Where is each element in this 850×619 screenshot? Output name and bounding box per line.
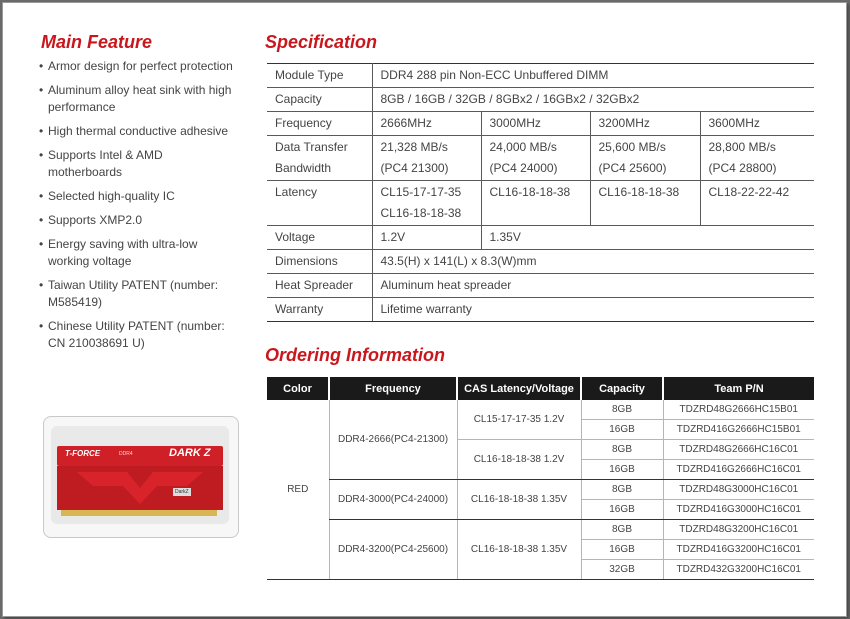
cas-cell: CL16-18-18-38 1.2V: [457, 440, 581, 480]
part-number-cell: TDZRD416G2666HC16C01: [663, 460, 814, 480]
table-row: [267, 250, 814, 274]
value-line: 28,800 MB/s: [708, 140, 776, 154]
capacity-cell: 8GB: [581, 440, 663, 460]
ordering-title: Ordering Information: [265, 345, 445, 365]
table-row: [267, 480, 814, 500]
spec-label: Dimensions: [267, 250, 372, 274]
color-cell: RED: [267, 400, 329, 580]
main-feature-title: Main Feature: [41, 32, 153, 52]
datasheet-page: [2, 2, 847, 617]
list-item: • Chinese Utility PATENT (number: CN 210038691 U): [39, 319, 225, 350]
feature-text: Energy saving with ultra-low working voltage: [48, 237, 198, 268]
value-line: CL15-17-17-35: [380, 185, 462, 199]
spec-value: Lifetime warranty: [372, 298, 814, 322]
table-row: [267, 520, 814, 540]
spec-label: Latency: [267, 181, 372, 226]
cas-cell: CL15-17-17-35 1.2V: [457, 400, 581, 440]
spec-value: 3200MHz: [590, 112, 700, 136]
feature-list: [39, 58, 239, 359]
capacity-cell: 16GB: [581, 540, 663, 560]
spec-value: 8GB / 16GB / 32GB / 8GBx2 / 16GBx2 / 32GBx2: [372, 88, 814, 112]
list-item: • Aluminum alloy heat sink with high performance: [39, 83, 232, 114]
feature-text: Aluminum alloy heat sink with high performance: [48, 83, 232, 114]
list-item: • Energy saving with ultra-low working voltage: [39, 237, 198, 268]
ram-package: [51, 426, 229, 524]
column-header: Team P/N: [663, 377, 814, 400]
capacity-cell: 8GB: [581, 400, 663, 420]
part-number-cell: TDZRD416G3200HC16C01: [663, 540, 814, 560]
spec-label: Frequency: [267, 112, 372, 136]
value-line: (PC4 25600): [598, 161, 667, 175]
part-number-cell: TDZRD48G2666HC15B01: [663, 400, 814, 420]
feature-text: Supports Intel & AMD motherboards: [48, 148, 163, 179]
specification-table: [267, 63, 814, 322]
feature-text: Taiwan Utility PATENT (number: M585419): [48, 278, 219, 309]
ordering-table: [267, 377, 814, 580]
value-line: (PC4 28800): [708, 161, 777, 175]
spec-value: CL16-18-18-38: [481, 181, 590, 226]
value-line: (PC4 21300): [380, 161, 449, 175]
table-row: [267, 136, 814, 181]
frequency-cell: DDR4-2666(PC4-21300): [329, 400, 457, 480]
label-line: Bandwidth: [275, 161, 332, 175]
table-row: [267, 64, 814, 88]
list-item: • Supports XMP2.0: [39, 213, 143, 227]
part-number-cell: TDZRD432G3200HC16C01: [663, 560, 814, 580]
spec-label: Voltage: [267, 226, 372, 250]
feature-text: Armor design for perfect protection: [48, 59, 233, 73]
spec-value: Aluminum heat spreader: [372, 274, 814, 298]
value-line: CL16-18-18-38: [380, 206, 462, 220]
spec-label: [267, 136, 372, 181]
spec-value: 43.5(H) x 141(L) x 8.3(W)mm: [372, 250, 814, 274]
label-line: Data Transfer: [275, 140, 348, 154]
ram-label: DarkZ: [175, 489, 189, 495]
ram-gold-contacts: [61, 510, 217, 516]
capacity-cell: 32GB: [581, 560, 663, 580]
ram-subtitle: DDR4: [119, 451, 133, 457]
spec-label: Module Type: [267, 64, 372, 88]
cas-cell: CL16-18-18-38 1.35V: [457, 520, 581, 580]
spec-value: [372, 136, 481, 181]
value-line: 24,000 MB/s: [489, 140, 557, 154]
capacity-cell: 8GB: [581, 480, 663, 500]
list-item: • Taiwan Utility PATENT (number: M585419): [39, 278, 219, 309]
spec-value: 1.35V: [481, 226, 814, 250]
part-number-cell: TDZRD416G3000HC16C01: [663, 500, 814, 520]
column-header: Capacity: [581, 377, 663, 400]
capacity-cell: 16GB: [581, 500, 663, 520]
list-item: • Armor design for perfect protection: [39, 59, 233, 73]
spec-value: CL16-18-18-38: [590, 181, 700, 226]
part-number-cell: TDZRD416G2666HC15B01: [663, 420, 814, 440]
column-header: Frequency: [329, 377, 457, 400]
frequency-cell: DDR4-3000(PC4-24000): [329, 480, 457, 520]
value-line: 21,328 MB/s: [380, 140, 448, 154]
capacity-cell: 16GB: [581, 420, 663, 440]
table-row: [267, 400, 814, 420]
table-row: [267, 226, 814, 250]
feature-text: High thermal conductive adhesive: [48, 124, 229, 138]
column-header: CAS Latency/Voltage: [457, 377, 581, 400]
darkz-logo: DARK Z: [169, 447, 211, 459]
spec-value: [481, 136, 590, 181]
spec-value: 1.2V: [372, 226, 481, 250]
tforce-logo: T-FORCE: [65, 449, 101, 458]
feature-text: Supports XMP2.0: [48, 213, 143, 227]
frequency-cell: DDR4-3200(PC4-25600): [329, 520, 457, 580]
table-row: [267, 88, 814, 112]
table-header-row: [267, 377, 814, 400]
capacity-cell: 8GB: [581, 520, 663, 540]
spec-value: 3000MHz: [481, 112, 590, 136]
feature-text: Chinese Utility PATENT (number: CN 210038691 U): [48, 319, 225, 350]
spec-value: [700, 136, 814, 181]
spec-value: CL18-22-22-42: [700, 181, 814, 226]
part-number-cell: TDZRD48G3000HC16C01: [663, 480, 814, 500]
specification-title: Specification: [265, 32, 378, 52]
spec-label: Capacity: [267, 88, 372, 112]
column-header: Color: [267, 377, 329, 400]
table-row: [267, 274, 814, 298]
list-item: • High thermal conductive adhesive: [39, 124, 229, 138]
table-row: [267, 112, 814, 136]
ram-heatspreader-body: [57, 466, 223, 510]
list-item: • Selected high-quality IC: [39, 189, 175, 203]
spec-label: Heat Spreader: [267, 274, 372, 298]
spec-value: DDR4 288 pin Non-ECC Unbuffered DIMM: [372, 64, 814, 88]
spec-value: 3600MHz: [700, 112, 814, 136]
ram-armor-pattern: [57, 466, 223, 510]
spec-label: Warranty: [267, 298, 372, 322]
cas-cell: CL16-18-18-38 1.35V: [457, 480, 581, 520]
table-row: [267, 298, 814, 322]
capacity-cell: 16GB: [581, 460, 663, 480]
list-item: • Supports Intel & AMD motherboards: [39, 148, 163, 179]
table-row: [267, 181, 814, 226]
spec-value: [372, 181, 481, 226]
product-image: [43, 416, 239, 538]
value-line: (PC4 24000): [489, 161, 558, 175]
spec-value: 2666MHz: [372, 112, 481, 136]
part-number-cell: TDZRD48G3200HC16C01: [663, 520, 814, 540]
feature-text: Selected high-quality IC: [48, 189, 175, 203]
part-number-cell: TDZRD48G2666HC16C01: [663, 440, 814, 460]
value-line: 25,600 MB/s: [598, 140, 666, 154]
spec-value: [590, 136, 700, 181]
